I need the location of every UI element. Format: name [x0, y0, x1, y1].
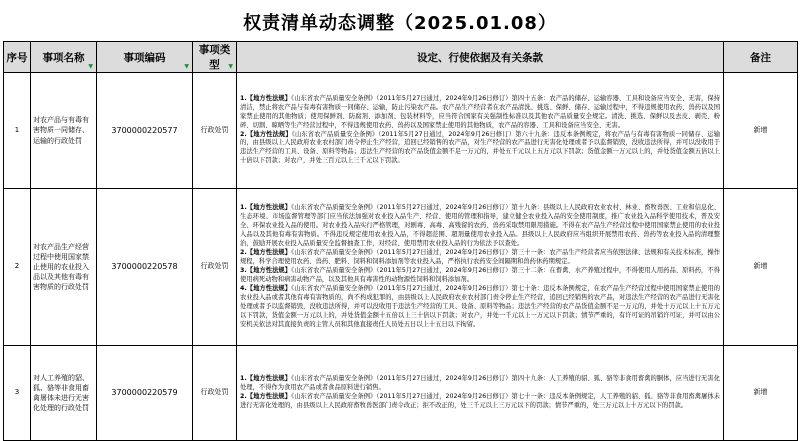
clause-text: 《山东省农产品质量安全条例》（2011年5月27日通过，2024年9月26日修订）第四十五条：农产品的储存、运输容器、工具和设备应当安全、无害，保持清洁，禁止将农产品与有毒有害物质一同储存、运输，防止污染农产品。农产品生产经营者在农产品清洗、挑选、保鲜、储存、运输过程中，不得违规使用农药、兽药以及国家禁止使用的其他物质；使用保鲜剂、防腐剂、添加剂、包装材料等，应当符合国家有关强制性标准以及其他农产品质量安全规定。清洗、挑选、保鲜以及去皮、剥壳、粉碎、切割、晾晒等生产经营过程中，不得违规使用农药、兽药以及国家禁止使用的其他物质，农产品的容器、工具和设备应当安全、无害。: [240, 94, 720, 129]
basis-clause: [240, 95, 720, 131]
header-type-label: 事项类型: [198, 44, 231, 71]
row-status[interactable]: 新增: [724, 189, 798, 346]
clause-text: 《山东省农产品质量安全条例》（2011年5月27日通过，2024年9月26日修订）第七十条：违反本条例规定，在农产品生产经营过程中使用国家禁止使用的农业投入品或者其他有毒有害物质的，尚不构成犯罪的，由县级以上人民政府农业农村部门责令停止生产经营，追回已经销售的农产品，对违法生产经营的农产品进行无害化处理或者予以监督销毁，没收违法所得，并可以没收用于违法生产经营的工具、设备、原料等物品；违法生产经营的农产品货值金额不足一万元的，并处十万元以上十五万元以下罚款，货值金额一万元以上的，并处货值金额十五倍以上三十倍以下罚款；对农户，并处一千元以上一万元以下罚款；情节严重的，有许可证的吊销许可证，并可以由公安机关依法对其直接负责的主管人员和其他直接责任人员处五日以上十五日以下拘留。: [240, 284, 720, 328]
header-code[interactable]: [97, 42, 193, 73]
clause-head: 2.【地方性法规】: [240, 393, 292, 400]
row-name[interactable]: 对农产品与有毒有害物质一同储存、运输的行政处罚: [31, 73, 97, 189]
row-seq[interactable]: 2: [4, 189, 31, 346]
clause-text: 《山东省农产品质量安全条例》（2011年5月27日通过，2024年9月26日修订）第六十九条：违反本条例规定，将农产品与有毒有害物质一同储存、运输的，由县级以上人民政府农业农村部门责令停止生产经营，追回已经销售的农产品，对生产经营的农产品进行无害化处理或者予以监督销毁，没收违法所得，并可以没收用于违法生产经营的工具、设备、原料等物品；违法生产经营的农产品货值金额不足一万元的，并处五千元以上五万元以下罚款；货值金额一万元以上的，并处货值金额五倍以上十倍以下罚款；对农户，并处三百元以上三千元以下罚款。: [240, 130, 720, 165]
row-type[interactable]: 行政处罚: [193, 73, 237, 189]
row-seq[interactable]: 3: [4, 346, 31, 441]
row-basis[interactable]: [237, 73, 724, 189]
row-name[interactable]: 对人工养殖的貂、狐、貉等非食用畜禽屠体未进行无害化处理的行政处罚: [31, 346, 97, 441]
clause-text: 《山东省农产品质量安全条例》（2011年5月27日通过，2024年9月26日修订）第三十二条：在畜禽、水产养殖过程中，不得使用人用药品、原料药，不得使用病死动物和病害动物产品，以及其他具有毒害性的动物源性饲料和饲料添加剂。: [240, 267, 720, 283]
table-header-row: [4, 42, 798, 73]
clause-text: 《山东省农产品质量安全条例》（2011年5月27日通过，2024年9月26日修订）第三十一条：农产品生产经营者应当依照法律、法规和有关技术标准，操作规程，科学合理使用农药、兽药、肥料、饲料和饲料添加剂等农业投入品，严格执行农药安全间隔期和兽药休药期规定。: [240, 249, 720, 266]
clause-text: 《山东省农产品质量安全条例》（2011年5月27日通过，2024年9月26日修订）第四十九条：人工养殖的貂、狐、貉等非食用畜禽的胴体，应当进行无害化处理，不得作为食用农产品或者食品原料进行销售。: [240, 375, 720, 392]
clause-head: 1.【地方性法规】: [240, 94, 292, 102]
basis-clause: [240, 204, 720, 249]
header-seq-label: 序号: [6, 51, 28, 64]
header-type[interactable]: [193, 42, 237, 73]
header-name-label: 事项名称: [42, 51, 85, 64]
basis-clause: [240, 131, 720, 167]
clause-head: 1.【地方性法规】: [240, 204, 292, 212]
clause-text: 《山东省农产品质量安全条例》（2011年5月27日通过，2024年9月26日修订）第十九条：县级以上人民政府农业农村、林业、畜牧兽医、工业和信息化、生态环境、市场监督管理等部门应当依法加强对农业投入品生产、经营、使用的管理和指导，建立健全农业投入品的安全使用制度，推广农业投入品科学使用技术，普及安全、环保农业投入品的使用。对农业投入品实行严格管理，对剧毒、高毒、高残留的农药、兽药采取禁用限用措施。不得在农产品生产经营过程中使用国家禁止使用的农业投入品以及其他有毒有害物质。不得违反规定使用农业投入品，不得超范围、超剂量使用农业投入品。县级以上人民政府应当组织开展禁用农药、兽药等农业投入品的清理整治，鼓励开展农业投入品质量安全监督抽查工作，对经营、使用禁用农业投入品的行为依法予以查处。: [240, 204, 720, 248]
row-status[interactable]: 新增: [724, 346, 798, 441]
filter-dropdown-icon[interactable]: ▼: [88, 63, 93, 70]
clause-head: 4.【地方性法规】: [240, 284, 292, 292]
row-name[interactable]: 对农产品生产经营过程中使用国家禁止使用的农业投入品以及其他有毒有害物质的行政处罚: [31, 189, 97, 346]
clause-text: 《山东省农产品质量安全条例》（2011年5月27日通过，2024年9月26日修订）第七十一条：违反本条例规定，人工养殖的貂、狐、貉等非食用畜禽屠体未进行无害化处理的，由县级以上人民政府畜牧兽医部门责令改正；拒不改正的，处三千元以上三万元以下的罚款；情节严重的，处三万元以上十万元以下的罚款。: [240, 393, 720, 409]
row-type[interactable]: 行政处罚: [193, 346, 237, 441]
row-code[interactable]: 3700000220577: [97, 73, 193, 189]
basis-clause: [240, 375, 720, 393]
header-status-label: 备注: [750, 51, 771, 64]
table-row: [4, 73, 798, 189]
basis-clause: [240, 285, 720, 330]
table-row: [4, 189, 798, 346]
row-code[interactable]: 3700000220578: [97, 189, 193, 346]
header-name[interactable]: [31, 42, 97, 73]
header-seq[interactable]: [4, 42, 31, 73]
header-code-label: 事项编码: [123, 51, 166, 64]
header-basis[interactable]: [237, 42, 724, 73]
filter-dropdown-icon[interactable]: ▼: [184, 63, 189, 70]
clause-head: 3.【地方性法规】: [240, 267, 292, 274]
row-seq[interactable]: 1: [4, 73, 31, 189]
page-title: 权责清单动态调整（2025.01.08）: [243, 13, 557, 34]
header-basis-label: 设定、行使依据及有关条款: [417, 51, 543, 64]
row-basis[interactable]: [237, 346, 724, 441]
table-row: [4, 346, 798, 441]
basis-clause: [240, 249, 720, 267]
basis-clause: [240, 267, 720, 285]
responsibility-table: [3, 41, 798, 441]
filter-dropdown-icon[interactable]: ▼: [228, 63, 233, 70]
row-code[interactable]: 3700000220579: [97, 346, 193, 441]
row-type[interactable]: 行政处罚: [193, 189, 237, 346]
clause-head: 2.【地方性法规】: [240, 249, 292, 257]
row-status[interactable]: 新增: [724, 73, 798, 189]
clause-head: 2.【地方性法规】: [240, 130, 292, 138]
row-basis[interactable]: [237, 189, 724, 346]
clause-head: 1.【地方性法规】: [240, 375, 292, 383]
basis-clause: [240, 393, 720, 411]
header-status[interactable]: [724, 42, 798, 73]
